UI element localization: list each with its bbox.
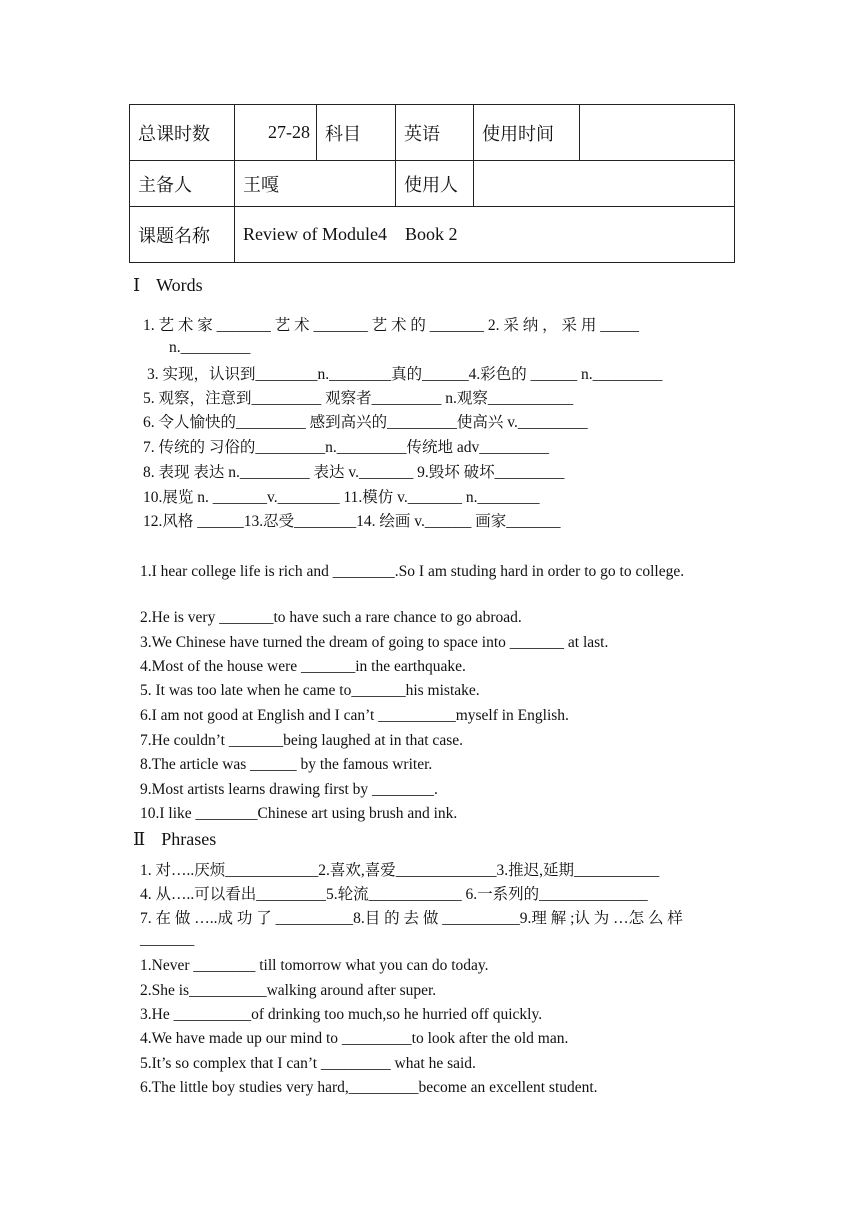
phrases-sentence: 2.She is__________walking around after super. xyxy=(140,982,437,999)
vocab-line: 12.风格 ______13.忍受________14. 绘画 v.______ 画家_______ xyxy=(143,513,561,530)
total-hours-value: 27-28 xyxy=(235,105,317,161)
topic-value: Review of Module4 Book 2 xyxy=(235,207,735,263)
subject-value: 英语 xyxy=(396,105,474,161)
words-section-heading xyxy=(133,275,203,296)
label-preparer: 主备人 xyxy=(130,161,235,207)
label-subject: 科目 xyxy=(317,105,396,161)
section-title: Phrases xyxy=(161,829,217,849)
words-sentence: 6.I am not good at English and I can’t __________myself in English. xyxy=(140,707,569,724)
label-topic: 课题名称 xyxy=(130,207,235,263)
words-sentence: 1.I hear college life is rich and ________.So I am studing hard in order to go to college. xyxy=(140,563,685,580)
label-total-hours: 总课时数 xyxy=(130,105,235,161)
label-user: 使用人 xyxy=(396,161,474,207)
phrases-section-heading xyxy=(133,829,216,850)
section-title: Words xyxy=(156,275,203,295)
words-sentence: 7.He couldn’t _______being laughed at in that case. xyxy=(140,732,463,749)
section-numeral: Ⅰ xyxy=(133,275,141,295)
info-row-3 xyxy=(130,207,735,263)
words-sentence: 2.He is very _______to have such a rare chance to go abroad. xyxy=(140,609,522,626)
info-row-1 xyxy=(130,105,735,161)
phrases-sentence: 6.The little boy studies very hard,_________become an excellent student. xyxy=(140,1079,598,1096)
phrases-sentence: 4.We have made up our mind to _________to look after the old man. xyxy=(140,1030,569,1047)
lesson-info-table xyxy=(129,104,735,263)
words-sentence: 8.The article was ______ by the famous writer. xyxy=(140,756,433,773)
vocab-line: 10.展览 n. _______v.________ 11.模仿 v._______ n.________ xyxy=(143,489,540,506)
user-value xyxy=(474,161,735,207)
phrase-line: 1. 对…..厌烦____________2.喜欢,喜爱_____________3.推迟,延期___________ xyxy=(140,862,660,879)
vocab-line: 6. 令人愉快的_________ 感到高兴的_________使高兴 v._________ xyxy=(143,414,588,431)
preparer-value: 王嘎 xyxy=(235,161,396,207)
words-sentence: 4.Most of the house were _______in the earthquake. xyxy=(140,658,466,675)
phrase-line: _______ xyxy=(140,931,195,948)
phrases-sentence: 3.He __________of drinking too much,so he hurried off quickly. xyxy=(140,1006,543,1023)
words-sentence: 10.I like ________Chinese art using brush and ink. xyxy=(140,805,458,822)
info-row-2 xyxy=(130,161,735,207)
use-time-value xyxy=(580,105,735,161)
vocab-line: 1. 艺 术 家 _______ 艺 术 _______ 艺 术 的 _______ 2. 采 纳 ， 采 用 _____ xyxy=(143,317,640,334)
phrase-line: 4. 从…..可以看出_________5.轮流____________ 6.一系列的______________ xyxy=(140,886,648,903)
phrase-line: 7. 在 做 …..成 功 了 __________8.目 的 去 做 __________9.理 解 ;认 为 …怎 么 样 xyxy=(140,910,683,927)
vocab-line: 8. 表现 表达 n._________ 表达 v._______ 9.毁坏 破坏_________ xyxy=(143,464,565,481)
words-sentence: 3.We Chinese have turned the dream of going to space into _______ at last. xyxy=(140,634,609,651)
words-sentence: 5. It was too late when he came to_______his mistake. xyxy=(140,682,480,699)
vocab-line: 7. 传统的 习俗的_________n._________传统地 adv_________ xyxy=(143,439,550,456)
label-use-time: 使用时间 xyxy=(474,105,580,161)
phrases-sentence: 1.Never ________ till tomorrow what you can do today. xyxy=(140,957,489,974)
words-sentence: 9.Most artists learns drawing first by ________. xyxy=(140,781,438,798)
vocab-line: n._________ xyxy=(169,339,251,356)
vocab-line: 5. 观察，注意到_________ 观察者_________ n.观察___________ xyxy=(143,390,574,407)
vocab-line: 3. 实现，认识到________n.________真的______4.彩色的 ______ n._________ xyxy=(147,366,663,383)
section-numeral: Ⅱ xyxy=(133,829,146,849)
phrases-sentence: 5.It’s so complex that I can’t _________ what he said. xyxy=(140,1055,476,1072)
